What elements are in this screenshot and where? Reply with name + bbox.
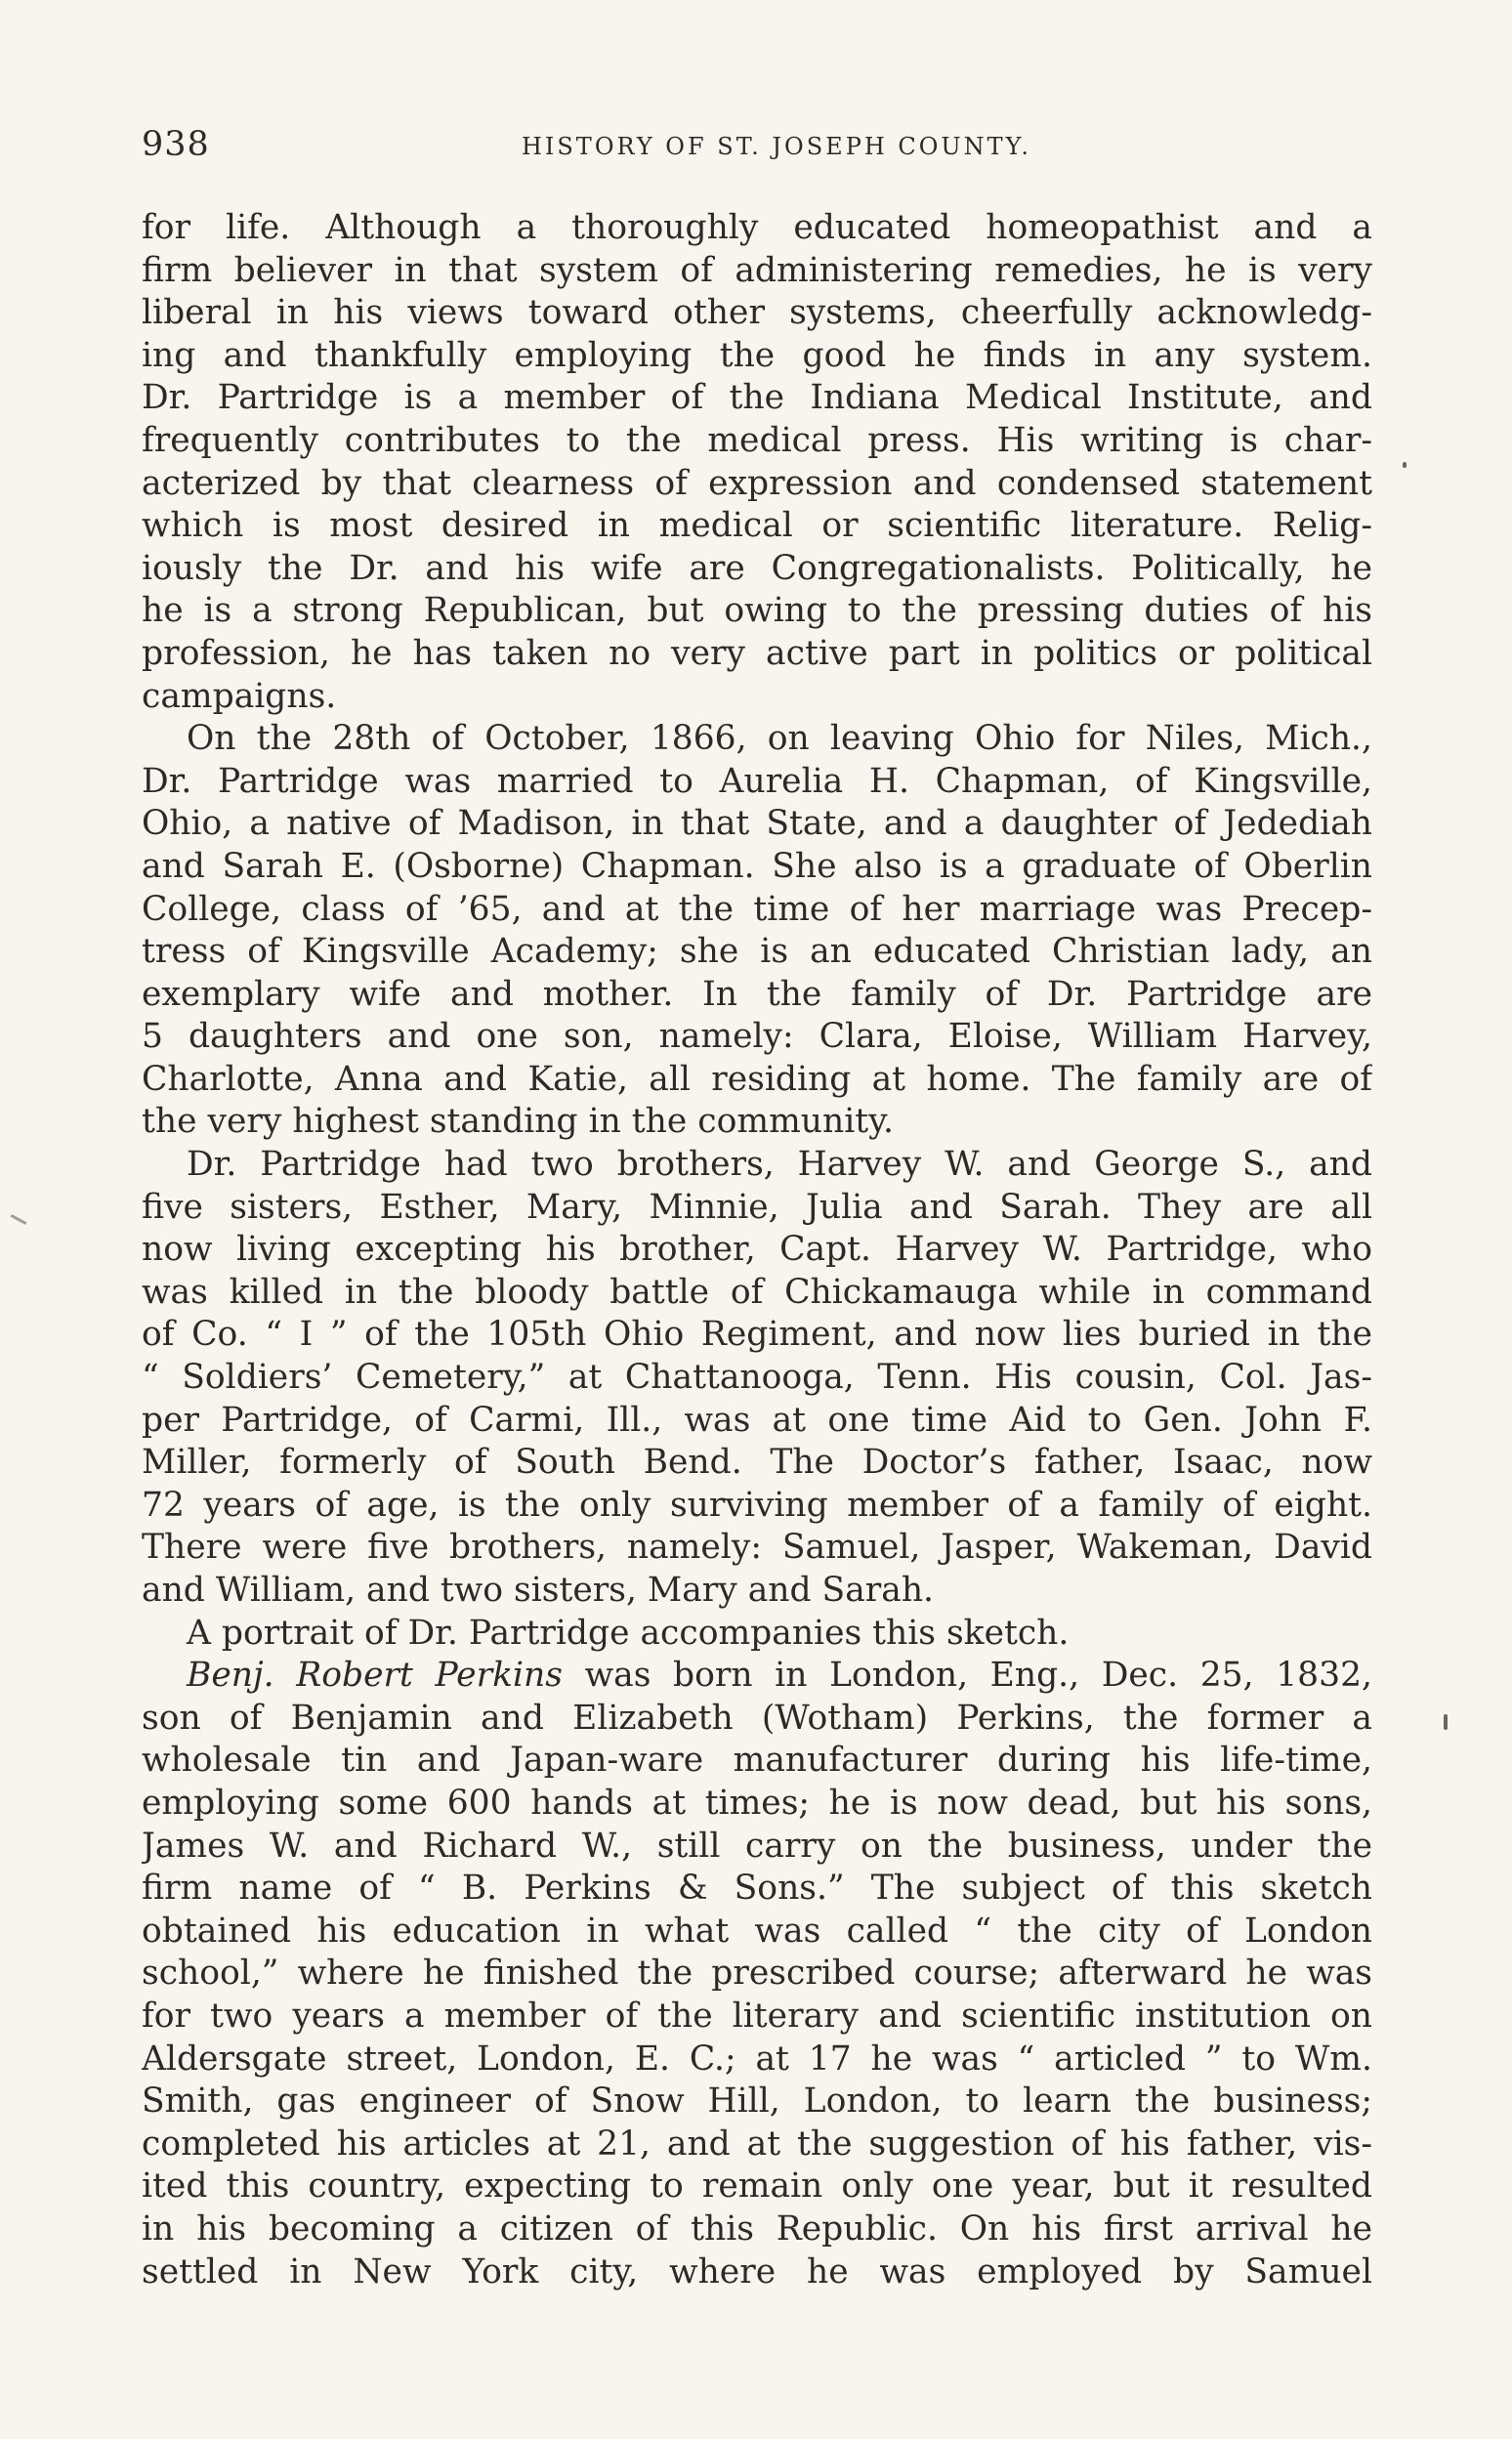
text-line: There were five brothers, namely: Samuel, Jasper, Wakeman, David xyxy=(142,1528,1372,1568)
text-line: in his becoming a citizen of this Republic. On his first arrival he xyxy=(142,2208,1372,2249)
paragraph-first-line: Dr. Partridge had two brothers, Harvey W. and George S., and xyxy=(187,1145,1372,1185)
text-line: for two years a member of the literary and scientific institution on xyxy=(142,1996,1372,2036)
running-head: HISTORY OF ST. JOSEPH COUNTY. xyxy=(521,133,1032,160)
text-line: firm believer in that system of administering remedies, he is very xyxy=(142,250,1372,290)
paragraph-first-line: On the 28th of October, 1866, on leaving Ohio for Niles, Mich., xyxy=(187,719,1372,759)
margin-speck xyxy=(1444,1714,1448,1730)
text-line: 5 daughters and one son, namely: Clara, Eloise, William Harvey, xyxy=(142,1017,1372,1057)
text-line: Smith, gas engineer of Snow Hill, London, to learn the business; xyxy=(142,2082,1372,2122)
text-line: liberal in his views toward other systems, cheerfully acknowledg- xyxy=(142,293,1372,333)
text-line: acterized by that clearness of expression and condensed statement xyxy=(142,463,1372,503)
text-line: ing and thankfully employing the good he finds in any system. xyxy=(142,335,1372,375)
text-line: “ Soldiers’ Cemetery,” at Chattanooga, Tenn. His cousin, Col. Jas- xyxy=(142,1358,1372,1398)
text-span: was born in London, Eng., Dec. 25, 1832, xyxy=(584,1656,1372,1696)
text-line: 72 years of age, is the only surviving member of a family of eight. xyxy=(142,1485,1372,1525)
paragraph-end-line: the very highest standing in the community. xyxy=(142,1102,895,1142)
text-line: of Co. “ I ” of the 105th Ohio Regiment, and now lies buried in the xyxy=(142,1315,1372,1355)
text-line: completed his articles at 21, and at the suggestion of his father, vis- xyxy=(142,2124,1372,2164)
text-line: and Sarah E. (Osborne) Chapman. She also is a graduate of Oberlin xyxy=(142,846,1372,886)
text-line: James W. and Richard W., still carry on the business, under the xyxy=(142,1826,1372,1866)
text-line: he is a strong Republican, but owing to the pressing duties of his xyxy=(142,591,1372,631)
margin-speck xyxy=(1403,462,1407,468)
text-line: settled in New York city, where he was employed by Samuel xyxy=(142,2251,1372,2292)
text-line: school,” where he finished the prescribed course; afterward he was xyxy=(142,1954,1372,1994)
margin-speck xyxy=(10,1214,26,1225)
text-line: which is most desired in medical or scientific literature. Relig- xyxy=(142,506,1372,546)
text-line: Dr. Partridge is a member of the Indiana Medical Institute, and xyxy=(142,378,1372,418)
text-line: Miller, formerly of South Bend. The Doctor’s father, Isaac, now xyxy=(142,1443,1372,1483)
text-line: Aldersgate street, London, E. C.; at 17 he was “ articled ” to Wm. xyxy=(142,2039,1372,2079)
text-line: tress of Kingsville Academy; she is an educated Christian lady, an xyxy=(142,932,1372,972)
text-line: ited this country, expecting to remain only one year, but it resulted xyxy=(142,2166,1372,2207)
text-line: College, class of ’65, and at the time of her marriage was Precep- xyxy=(142,889,1372,929)
paragraph-end-line: and William, and two sisters, Mary and Sarah. xyxy=(142,1571,935,1610)
text-line: Ohio, a native of Madison, in that State, and a daughter of Jedediah xyxy=(142,804,1372,844)
text-line: Charlotte, Anna and Katie, all residing at home. The family are of xyxy=(142,1059,1372,1099)
text-line: obtained his education in what was called “ the city of London xyxy=(142,1911,1372,1951)
text-line: firm name of “ B. Perkins & Sons.” The subject of this sketch xyxy=(142,1869,1372,1909)
text-line: was killed in the bloody battle of Chickamauga while in command xyxy=(142,1272,1372,1312)
text-line: iously the Dr. and his wife are Congregationalists. Politically, he xyxy=(142,548,1372,588)
person-name: Benj. Robert Perkins xyxy=(187,1656,563,1696)
text-line: profession, he has taken no very active part in politics or political xyxy=(142,633,1372,673)
page-header xyxy=(142,125,1372,174)
text-line: son of Benjamin and Elizabeth (Wotham) Perkins, the former a xyxy=(142,1698,1372,1738)
page-number: 938 xyxy=(142,125,210,164)
text-line: wholesale tin and Japan-ware manufacturer during his life-time, xyxy=(142,1741,1372,1781)
text-line: employing some 600 hands at times; he is now dead, but his sons, xyxy=(142,1783,1372,1823)
paragraph-end-line: campaigns. xyxy=(142,676,337,716)
text-line: Dr. Partridge was married to Aurelia H. Chapman, of Kingsville, xyxy=(142,761,1372,801)
text-line: five sisters, Esther, Mary, Minnie, Julia and Sarah. They are all xyxy=(142,1187,1372,1227)
text-line: per Partridge, of Carmi, Ill., was at one time Aid to Gen. John F. xyxy=(142,1400,1372,1440)
text-line: frequently contributes to the medical press. His writing is char- xyxy=(142,420,1372,460)
body-text xyxy=(142,207,1372,2293)
text-line: for life. Although a thoroughly educated homeopathist and a xyxy=(142,208,1372,247)
paragraph-first-line xyxy=(142,1655,1372,1698)
text-line: now living excepting his brother, Capt. Harvey W. Partridge, who xyxy=(142,1230,1372,1270)
text-line: exemplary wife and mother. In the family of Dr. Partridge are xyxy=(142,974,1372,1014)
paragraph-single-line: A portrait of Dr. Partridge accompanies this sketch. xyxy=(187,1613,1070,1653)
